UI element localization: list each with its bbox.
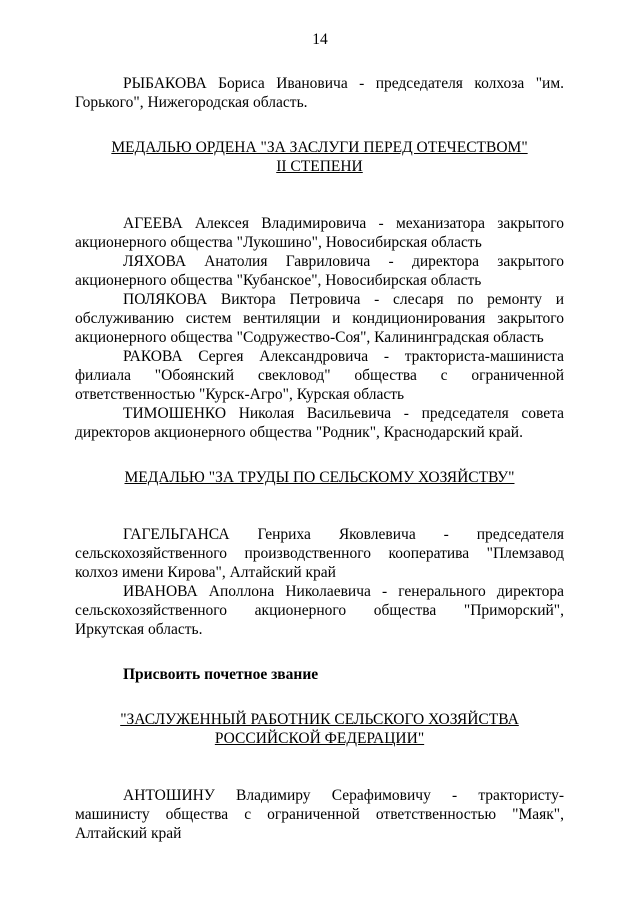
- award-entry: АГЕЕВА Алексея Владимировича - механизатора закрытого акционерного общества "Лукошино", Новосибирская область: [75, 215, 564, 251]
- honorary-title-intro: Присвоить почетное звание: [123, 666, 319, 683]
- section-heading-medal-order-line2: II СТЕПЕНИ: [276, 158, 363, 175]
- page-number: 14: [312, 31, 328, 48]
- award-entry: ПОЛЯКОВА Виктора Петровича - слесаря по ремонту и обслуживанию систем вентиляции и кондиционирования закрытого акционерного общества "Содружество-Соя", Калининградская область: [75, 291, 564, 346]
- section-heading-agriculture-medal: МЕДАЛЬЮ "ЗА ТРУДЫ ПО СЕЛЬСКОМУ ХОЗЯЙСТВУ": [124, 469, 515, 486]
- award-entry: ИВАНОВА Аполлона Николаевича - генерального директора сельскохозяйственного акционерного общества "Приморский", Иркутская область.: [75, 583, 564, 638]
- section-heading-medal-order-line1: МЕДАЛЬЮ ОРДЕНА "ЗА ЗАСЛУГИ ПЕРЕД ОТЕЧЕСТВОМ": [111, 139, 528, 156]
- award-entry: РАКОВА Сергея Александровича - тракториста-машиниста филиала "Обоянский свекловод" общества с ограниченной ответственностью "Курск-Агро", Курская область: [75, 348, 564, 403]
- award-entry: ГАГЕЛЬГАНСА Генриха Яковлевича - председателя сельскохозяйственного производственного кооператива "Племзавод колхоз имени Кирова", Алтайский край: [75, 526, 564, 581]
- award-entry: ЛЯХОВА Анатолия Гавриловича - директора закрытого акционерного общества "Кубанское", Новосибирская область: [75, 253, 564, 289]
- award-entry: АНТОШИНУ Владимиру Серафимовичу - трактористу-машинисту общества с ограниченной ответственностью "Маяк", Алтайский край: [75, 787, 564, 842]
- document-body: [75, 74, 564, 843]
- award-entry: РЫБАКОВА Бориса Ивановича - председателя колхоза "им. Горького", Нижегородская область.: [75, 75, 564, 111]
- section-heading-honored-worker-line1: "ЗАСЛУЖЕННЫЙ РАБОТНИК СЕЛЬСКОГО ХОЗЯЙСТВА: [120, 711, 519, 728]
- section-heading-honored-worker-line2: РОССИЙСКОЙ ФЕДЕРАЦИИ": [214, 730, 425, 747]
- award-entry: ТИМОШЕНКО Николая Васильевича - председателя совета директоров акционерного общества "Родник", Краснодарский край.: [75, 405, 564, 441]
